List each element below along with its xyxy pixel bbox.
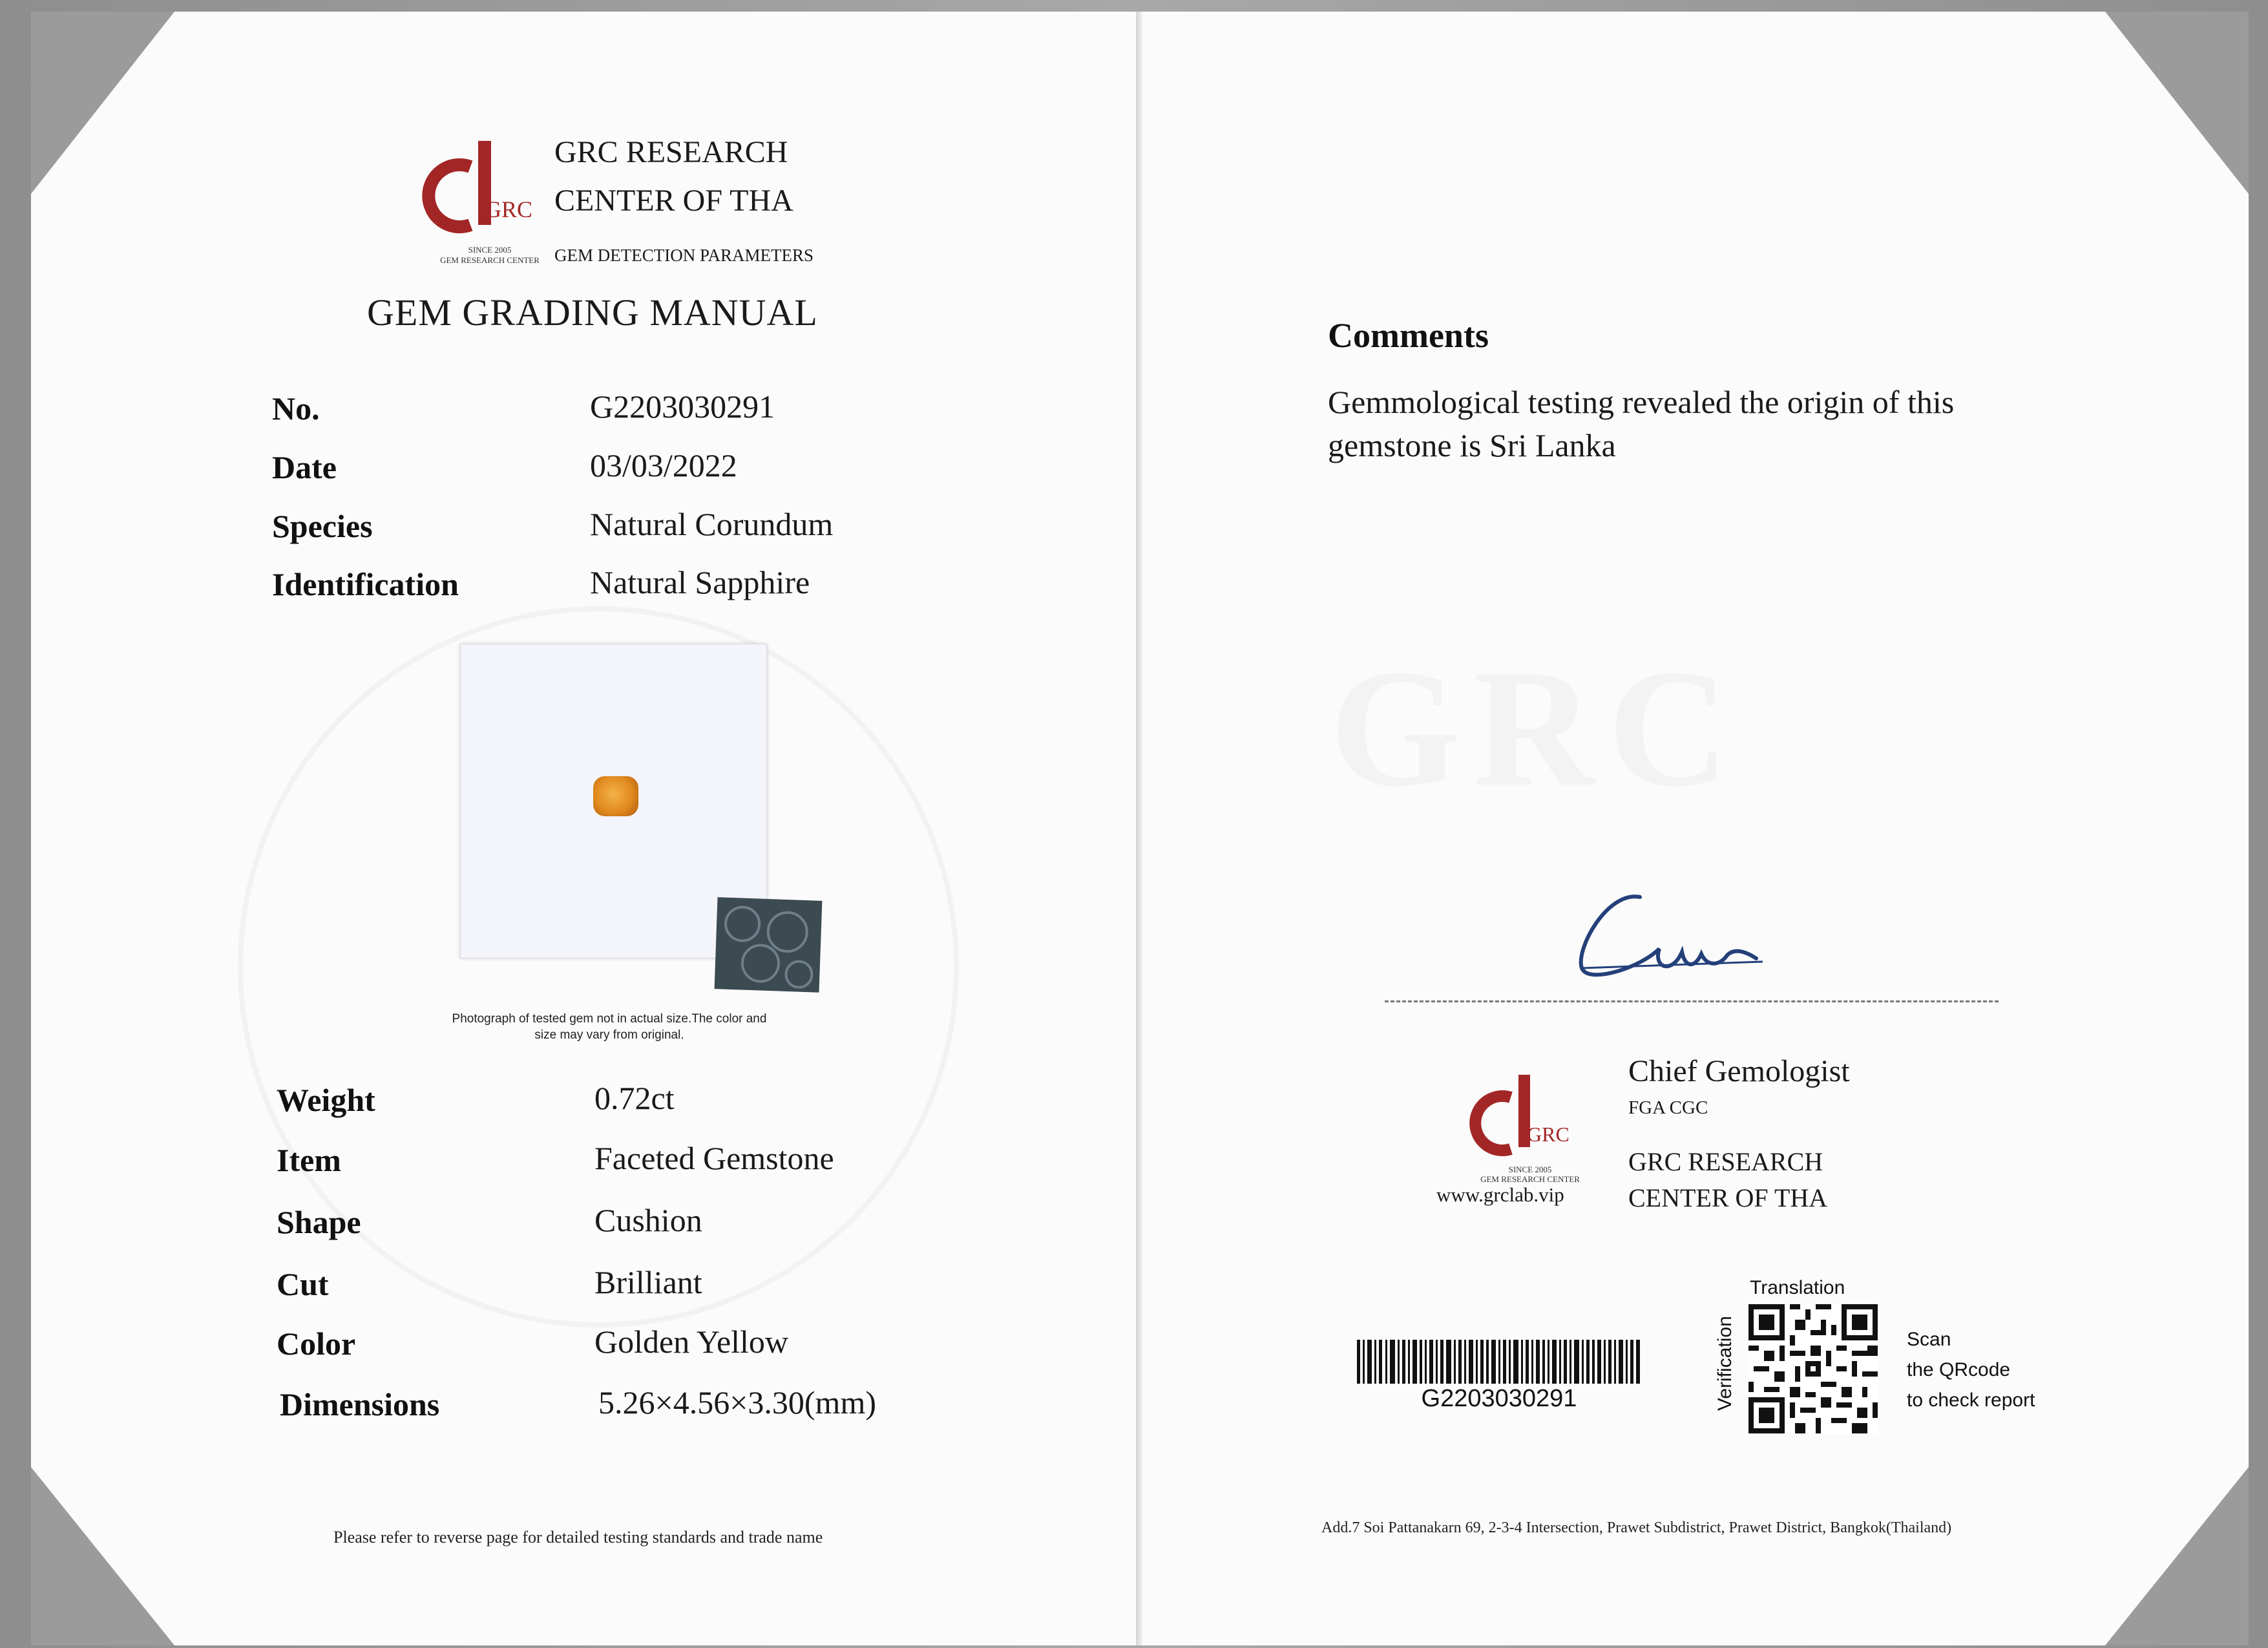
logo-since-small: SINCE 2005 [1508, 1165, 1552, 1174]
logo-text-small: GRC [1527, 1123, 1570, 1146]
logo-text: GRC [485, 196, 533, 222]
signatory-org-line1: GRC RESEARCH [1628, 1147, 1823, 1176]
header-subtitle: GEM DETECTION PARAMETERS [554, 246, 814, 265]
comments-line2: gemstone is Sri Lanka [1328, 427, 1616, 463]
signatory-credentials: FGA CGC [1628, 1097, 1708, 1118]
photo-caption-line2: size may vary from original. [534, 1028, 684, 1042]
qr-scan-line3: to check report [1907, 1389, 2035, 1411]
qr-translation-label: Translation [1750, 1277, 1845, 1298]
qr-scan-line1: Scan [1907, 1329, 1951, 1350]
barcode-number: G2203030291 [1421, 1385, 1577, 1412]
signatory-title: Chief Gemologist [1628, 1054, 1850, 1088]
value-cut: Brilliant [594, 1264, 702, 1300]
signatory-org-line2: CENTER OF THA [1628, 1183, 1828, 1212]
document-title: GEM GRADING MANUAL [367, 291, 818, 333]
comments-line1: Gemmological testing revealed the origin of this [1328, 384, 1955, 420]
label-identification: Identification [272, 566, 459, 602]
label-item: Item [277, 1142, 341, 1178]
left-footer-note: Please refer to reverse page for detailed testing standards and trade name [333, 1528, 823, 1547]
logo-tagline-small: GEM RESEARCH CENTER [1480, 1174, 1580, 1184]
org-name-line1: GRC RESEARCH [554, 135, 788, 169]
label-dimensions: Dimensions [280, 1386, 440, 1422]
value-species: Natural Corundum [590, 506, 834, 542]
label-no: No. [272, 390, 320, 427]
value-no: G2203030291 [590, 388, 775, 425]
value-date: 03/03/2022 [590, 447, 737, 483]
value-item: Faceted Gemstone [594, 1140, 834, 1176]
qr-scan-line2: the QRcode [1907, 1359, 2011, 1380]
website: www.grclab.vip [1436, 1183, 1564, 1206]
value-color: Golden Yellow [594, 1324, 789, 1360]
logo-since: SINCE 2005 [468, 245, 512, 255]
value-shape: Cushion [594, 1202, 702, 1238]
value-identification: Natural Sapphire [590, 564, 810, 600]
photo-caption-line1: Photograph of tested gem not in actual size.The color and [452, 1012, 767, 1026]
label-cut: Cut [277, 1266, 329, 1302]
label-species: Species [272, 508, 373, 544]
qr-verification-label: Verification [1714, 1316, 1736, 1411]
value-dimensions: 5.26×4.56×3.30(mm) [598, 1384, 876, 1421]
logo-tagline: GEM RESEARCH CENTER [440, 255, 540, 265]
label-shape: Shape [277, 1204, 361, 1240]
label-weight: Weight [277, 1082, 375, 1118]
label-date: Date [272, 449, 337, 485]
label-color: Color [277, 1326, 356, 1362]
comments-heading: Comments [1328, 316, 1489, 355]
org-name-line2: CENTER OF THA [554, 184, 793, 218]
lab-address: Add.7 Soi Pattanakarn 69, 2-3-4 Intersection, Prawet Subdistrict, Prawet District, Bangkok(Thailand) [1321, 1519, 1952, 1536]
value-weight: 0.72ct [594, 1080, 675, 1116]
